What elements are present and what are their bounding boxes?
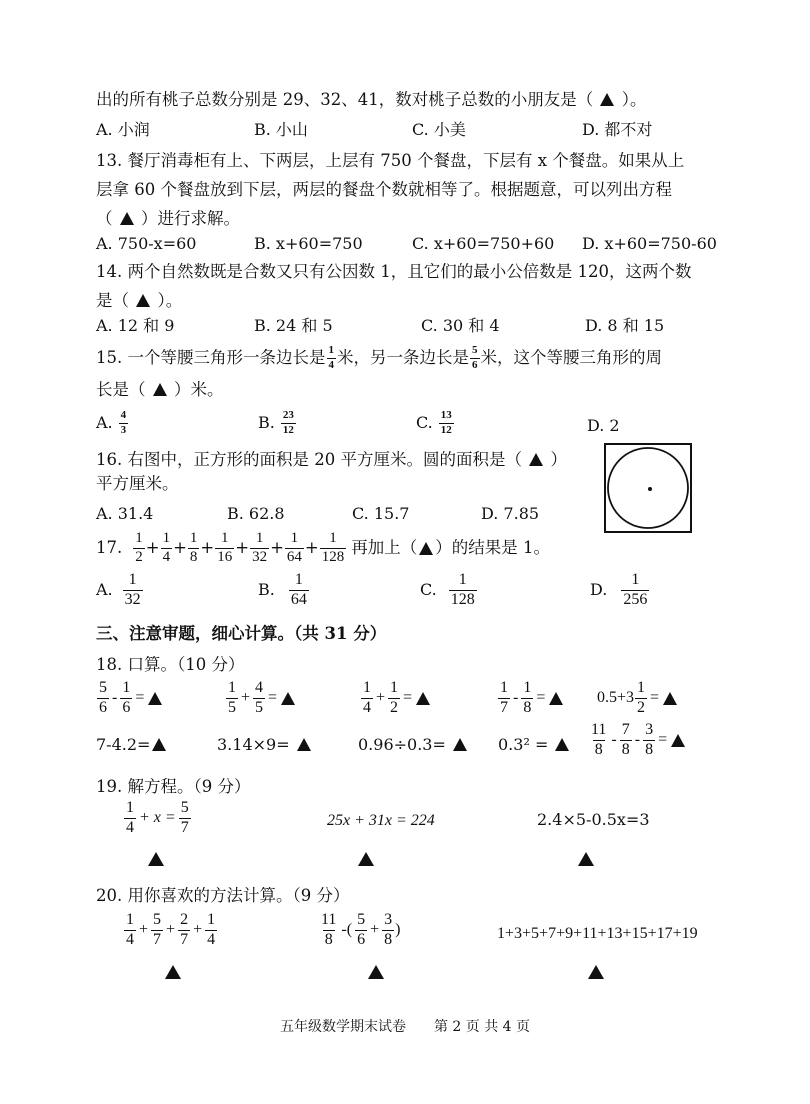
q13-open: （	[96, 209, 113, 228]
q15-text-2: 米，另一条边长是	[337, 348, 469, 367]
q17-close: ）的结果是 1。	[435, 538, 550, 557]
q18-r1-b: 1 5 + $\frac{4}{5}$ =	[225, 680, 297, 717]
square-circle-figure	[604, 443, 692, 533]
fraction: $\frac{1}{8}$	[189, 529, 198, 565]
q15-line2	[96, 378, 224, 402]
q15-option-a: A. 4 3	[96, 409, 127, 436]
answer-triangle-icon	[549, 692, 563, 705]
fraction: 13 12	[440, 409, 452, 436]
answer-triangle-icon	[153, 383, 167, 396]
q13-line3	[96, 207, 240, 231]
answer-triangle-icon	[297, 738, 311, 751]
answer-triangle-icon	[453, 738, 467, 751]
q14-option-a: A. 12 和 9	[96, 316, 175, 335]
fraction: 1 32	[124, 571, 141, 608]
answer-triangle-icon	[148, 852, 164, 866]
answer-triangle-icon	[600, 93, 614, 106]
q18-r1-d: 1 7 - $\frac{1}{8}$ =	[497, 680, 565, 717]
q14-close: ）。	[157, 291, 183, 310]
q12-line	[96, 88, 646, 112]
q13-option-c: C. x+60=750+60	[412, 234, 555, 253]
answer-triangle-icon	[281, 692, 295, 705]
q17-option-c: C. 1 128	[420, 571, 475, 608]
fraction: $\frac{1}{128}$	[321, 529, 345, 565]
answer-triangle-icon	[148, 692, 162, 705]
q16-open: 16. 右图中，正方形的面积是 20 平方厘米。圆的面积是（	[96, 450, 522, 469]
q17-number: 17.	[96, 538, 123, 557]
q16-line2: 平方厘米。	[96, 474, 179, 493]
fraction: 23 12	[282, 409, 294, 436]
q20-eq3: 1+3+5+7+9+11+13+15+17+19	[497, 925, 698, 942]
q13-option-b: B. x+60=750	[254, 234, 363, 253]
q14-line2	[96, 289, 182, 313]
q12-text: 出的所有桃子总数分别是 29、32、41，数对桃子总数的小朋友是（	[96, 90, 594, 109]
q13-option-d: D. x+60=750-60	[582, 234, 717, 253]
q18-r2-b: 3.14×9=	[217, 733, 313, 757]
fraction: 4 3	[120, 409, 127, 436]
q19-title: 19. 解方程。（9 分）	[96, 777, 251, 796]
fraction: 1 2	[135, 529, 143, 565]
fraction: 1 128	[450, 571, 475, 608]
q14-option-c: C. 30 和 4	[421, 316, 500, 335]
q12-close: ）。	[621, 90, 647, 109]
q13-line2: 层拿 60 个餐盘放到下层，两层的餐盘个数就相等了。根据题意，可以列出方程	[96, 180, 672, 199]
q18-r2-c: 0.96÷0.3=	[358, 733, 469, 757]
q18-r2-e: 11 8 - 7 8 - $\frac{3}{8}$ =	[588, 722, 687, 759]
answer-triangle-icon	[136, 294, 150, 307]
fraction: 5 6	[472, 343, 478, 371]
q18-r2-d: 0.3² =	[498, 733, 571, 757]
q19-eq1: 1 4 + x = $\frac{5}{7}$	[126, 799, 189, 836]
answer-triangle-icon	[416, 692, 430, 705]
answer-triangle-icon	[588, 965, 604, 979]
q15-text-3: 米，这个等腰三角形的周	[480, 348, 662, 367]
q16-option-a: A. 31.4	[96, 504, 154, 523]
q16-line1	[96, 448, 567, 472]
q20-eq1: 1 4 + $\frac{5}{7}$ + $\frac{2}{7}$ + $\frac{1}{4}$	[126, 911, 216, 948]
q15-open: 长是（	[96, 380, 146, 399]
q16-close: ）	[550, 450, 567, 469]
q17-option-b: B. 1 64	[258, 571, 307, 608]
answer-triangle-icon	[358, 852, 374, 866]
q17-text: 再加上（	[351, 538, 418, 557]
q12-option-c: C. 小美	[412, 120, 466, 139]
q20-title: 20. 用你喜欢的方法计算。（9 分）	[96, 886, 350, 905]
q14-open: 是（	[96, 291, 129, 310]
fraction: 1 4	[328, 343, 334, 371]
q14-line1: 14. 两个自然数既是合数又只有公因数 1，且它们的最小公倍数是 120，这两个数	[96, 262, 692, 281]
q15-text-1: 15. 一个等腰三角形一条边长是	[96, 348, 326, 367]
answer-triangle-icon	[120, 212, 134, 225]
q12-option-b: B. 小山	[254, 120, 308, 139]
answer-triangle-icon	[152, 738, 166, 751]
q18-r1-a: 5 6 - $\frac{1}{6}$ =	[96, 680, 164, 717]
q14-option-b: B. 24 和 5	[254, 316, 333, 335]
q17-line: 17. 1 2 + $\frac{1}{4}$ + $\frac{1}{8}$ + $\frac{1}{16}$ + $\frac{1}{32}$ + $\frac{1}{64}$ + $\frac{1}{128}$ 再加上（ ）的结果是 1。	[96, 529, 550, 565]
fraction: $\frac{1}{32}$	[252, 529, 268, 565]
q13-close: ）进行求解。	[141, 209, 240, 228]
inscribed-circle-icon	[606, 445, 690, 531]
q18-r2-a: 7-4.2=	[96, 733, 168, 757]
answer-triangle-icon	[368, 965, 384, 979]
q17-option-a: A. 1 32	[96, 571, 141, 608]
fraction: 1 64	[290, 571, 307, 608]
q12-option-a: A. 小润	[96, 120, 150, 139]
fraction: $\frac{1}{4}$	[162, 529, 171, 565]
q16-option-d: D. 7.85	[481, 504, 540, 523]
q19-eq3: 2.4×5-0.5x=3	[537, 810, 650, 829]
q16-option-c: C. 15.7	[352, 504, 410, 523]
fraction: $\frac{1}{16}$	[217, 529, 233, 565]
q19-eq2: 25x + 31x = 224	[327, 812, 435, 829]
q18-title: 18. 口算。（10 分）	[96, 655, 245, 674]
answer-triangle-icon	[529, 453, 543, 466]
q12-option-d: D. 都不对	[582, 120, 653, 139]
q17-option-d: D. 1 256	[590, 571, 648, 608]
fraction: $\frac{1}{64}$	[286, 529, 302, 565]
answer-triangle-icon	[165, 965, 181, 979]
section-3-heading: 三、注意审题，细心计算。（共 31 分）	[96, 624, 387, 643]
q15-line1	[96, 342, 662, 374]
q15-option-c: C. 13 12	[416, 409, 452, 436]
q18-r1-e: 0.5+3 $\frac{1}{2}$ =	[597, 680, 679, 717]
q18-r1-c: 1 4 + $\frac{1}{2}$ =	[360, 680, 432, 717]
answer-triangle-icon	[671, 734, 685, 747]
answer-triangle-icon	[578, 852, 594, 866]
q15-option-b: B. 23 12	[258, 409, 294, 436]
answer-triangle-icon	[663, 692, 677, 705]
q15-option-d: D. 2	[587, 416, 620, 435]
q13-line1: 13. 餐厅消毒柜有上、下两层，上层有 750 个餐盘，下层有 x 个餐盘。如果从上	[96, 151, 685, 170]
answer-triangle-icon	[419, 542, 433, 555]
q14-option-d: D. 8 和 15	[585, 316, 665, 335]
q20-eq2: 11 8 -( 5 6 + $\frac{3}{8}$ )	[321, 911, 401, 948]
fraction: 1 256	[623, 571, 648, 608]
q16-option-b: B. 62.8	[227, 504, 285, 523]
q15-close: ）米。	[174, 380, 224, 399]
q13-option-a: A. 750-x=60	[96, 234, 197, 253]
answer-triangle-icon	[555, 738, 569, 751]
page-footer: 五年级数学期末试卷 第 2 页 共 4 页	[279, 1019, 531, 1035]
